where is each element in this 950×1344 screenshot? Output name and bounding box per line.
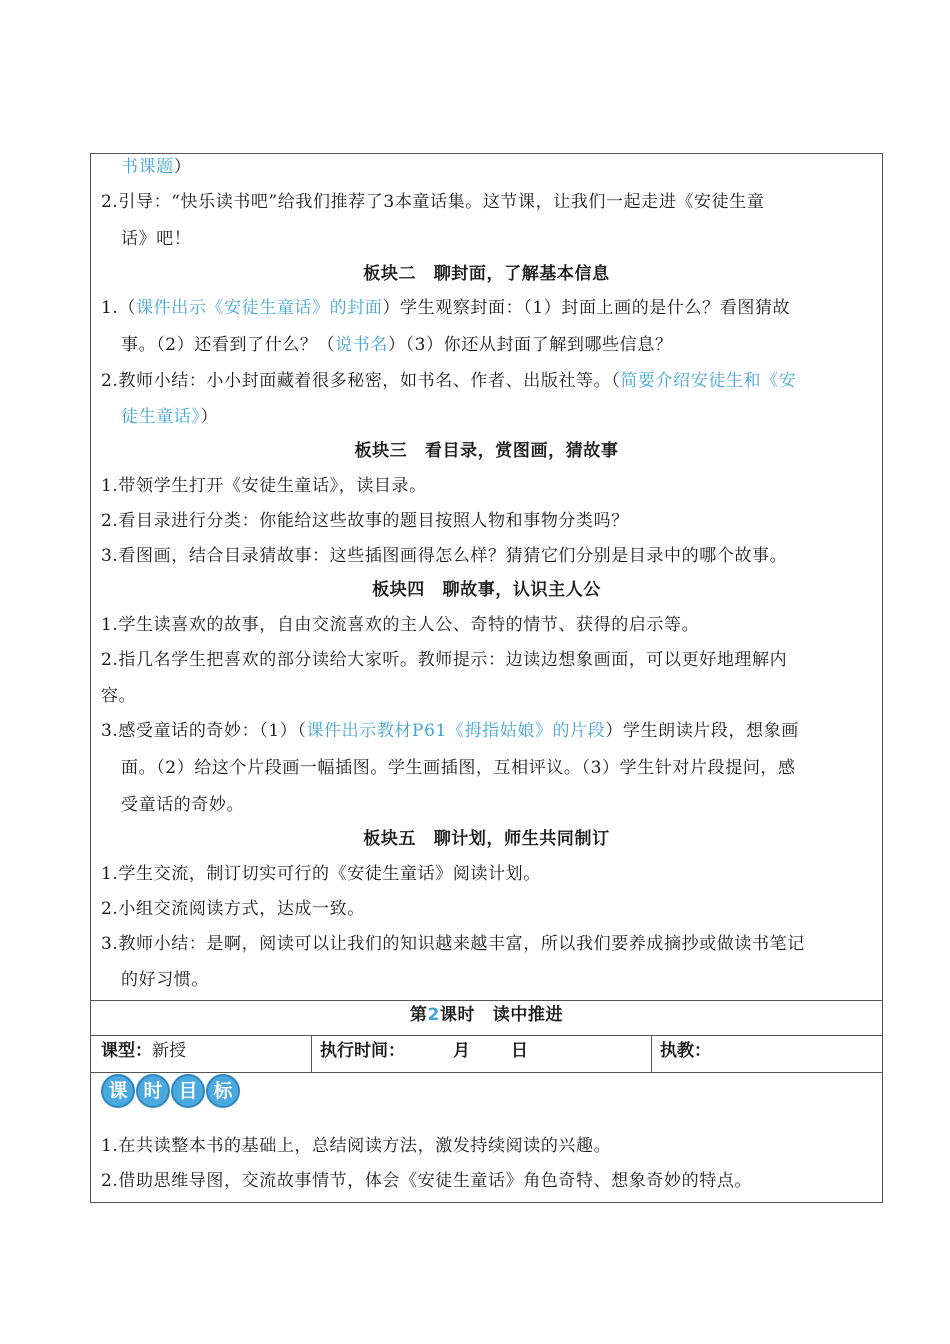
block5-item3-a: 3.教师小结：是啊，阅读可以让我们的知识越来越丰富，所以我们要养成摘抄或做读书笔记 [101, 934, 805, 954]
block4-heading: 板块四 聊故事，认识主人公 [372, 580, 601, 600]
continued-line [121, 157, 874, 177]
column-divider [651, 1035, 652, 1072]
goal-item: 1.在共读整本书的基础上，总结阅读方法，激发持续阅读的兴趣。 [101, 1136, 612, 1156]
block2-item1-a [101, 298, 874, 318]
lesson-number: 2 [427, 1005, 440, 1025]
divider [91, 1000, 882, 1001]
objectives-badge [101, 1074, 241, 1108]
text: ） [200, 407, 219, 427]
item-2-line-b: 话》吧！ [121, 229, 192, 249]
text: ） [173, 157, 192, 177]
badge-char: 时 [136, 1074, 170, 1108]
month-label: 月 [453, 1041, 470, 1061]
block4-item3-c: 受童话的奇妙。 [121, 795, 245, 815]
block5-heading: 板块五 聊计划，师生共同制订 [363, 829, 610, 849]
block5-item1: 1.学生交流，制订切实可行的《安徒生童话》阅读计划。 [101, 864, 541, 884]
blue-note: 书课题 [121, 157, 174, 177]
block5-item3-b: 的好习惯。 [121, 970, 209, 990]
block4-item3-a [101, 721, 874, 741]
label: 课型： [101, 1041, 152, 1061]
lesson-plan-table [90, 153, 883, 1203]
blue-note: 课件出示《安徒生童话》的封面 [136, 298, 383, 318]
blue-note: 说书名 [335, 335, 388, 355]
block2-item1-b [121, 335, 874, 355]
text: ）（3）你还从封面了解到哪些信息？ [387, 335, 673, 355]
text: 2.教师小结：小小封面藏着很多秘密，如书名、作者、出版社等。（ [101, 371, 621, 391]
blue-note: 徒生童话》 [121, 407, 201, 427]
text: ）学生朗读片段，想象画 [605, 721, 799, 741]
divider [91, 1035, 882, 1036]
exec-time-label: 执行时间： [320, 1041, 405, 1061]
text: 3.感受童话的奇妙：（1）（ [101, 721, 307, 741]
block4-item2-a: 2.指几名学生把喜欢的部分读给大家听。教师提示：边读边想象画面，可以更好地理解内 [101, 650, 788, 670]
text: ）学生观察封面：（1）封面上画的是什么？看图猜故 [382, 298, 791, 318]
block2-item2-a [101, 371, 874, 391]
text: 事。（2）还看到了什么？（ [121, 335, 336, 355]
text: 课时 读中推进 [439, 1005, 564, 1025]
block5-item2: 2.小组交流阅读方式，达成一致。 [101, 899, 365, 919]
block3-item: 1.带领学生打开《安徒生童话》，读目录。 [101, 476, 427, 496]
block2-item2-b [121, 407, 874, 427]
block4-item2-b: 容。 [101, 686, 137, 706]
badge-char: 目 [171, 1074, 205, 1108]
lesson2-title [91, 1005, 882, 1025]
blue-note: 简要介绍安徒生和《安 [620, 371, 797, 391]
day-label: 日 [511, 1041, 528, 1061]
badge-char: 课 [101, 1074, 135, 1108]
block3-item: 3.看图画，结合目录猜故事：这些插图画得怎么样？猜猜它们分别是目录中的哪个故事。 [101, 546, 788, 566]
badge-char: 标 [206, 1074, 240, 1108]
text: 第 [409, 1005, 428, 1025]
divider [91, 1072, 882, 1073]
block2-heading: 板块二 聊封面，了解基本信息 [363, 264, 610, 284]
block4-item1: 1.学生读喜欢的故事，自由交流喜欢的主人公、奇特的情节、获得的启示等。 [101, 615, 700, 635]
blue-note: 课件出示教材P61《拇指姑娘》的片段 [306, 721, 606, 741]
block3-heading: 板块三 看目录，赏图画，猜故事 [354, 441, 619, 461]
text: 1.（ [101, 298, 137, 318]
goal-item: 2.借助思维导图，交流故事情节，体会《安徒生童话》角色奇特、想象奇妙的特点。 [101, 1171, 753, 1191]
teacher-label: 执教： [660, 1041, 711, 1061]
item-2-line-a: 2.引导：“快乐读书吧”给我们推荐了3本童话集。这节课，让我们一起走进《安徒生童 [101, 192, 765, 212]
value: 新授 [152, 1041, 186, 1061]
block3-item: 2.看目录进行分类：你能给这些故事的题目按照人物和事物分类吗？ [101, 511, 629, 531]
column-divider [311, 1035, 312, 1072]
lesson-type [101, 1041, 186, 1061]
block4-item3-b: 面。（2）给这个片段画一幅插图。学生画插图，互相评议。（3）学生针对片段提问，感 [121, 758, 796, 778]
